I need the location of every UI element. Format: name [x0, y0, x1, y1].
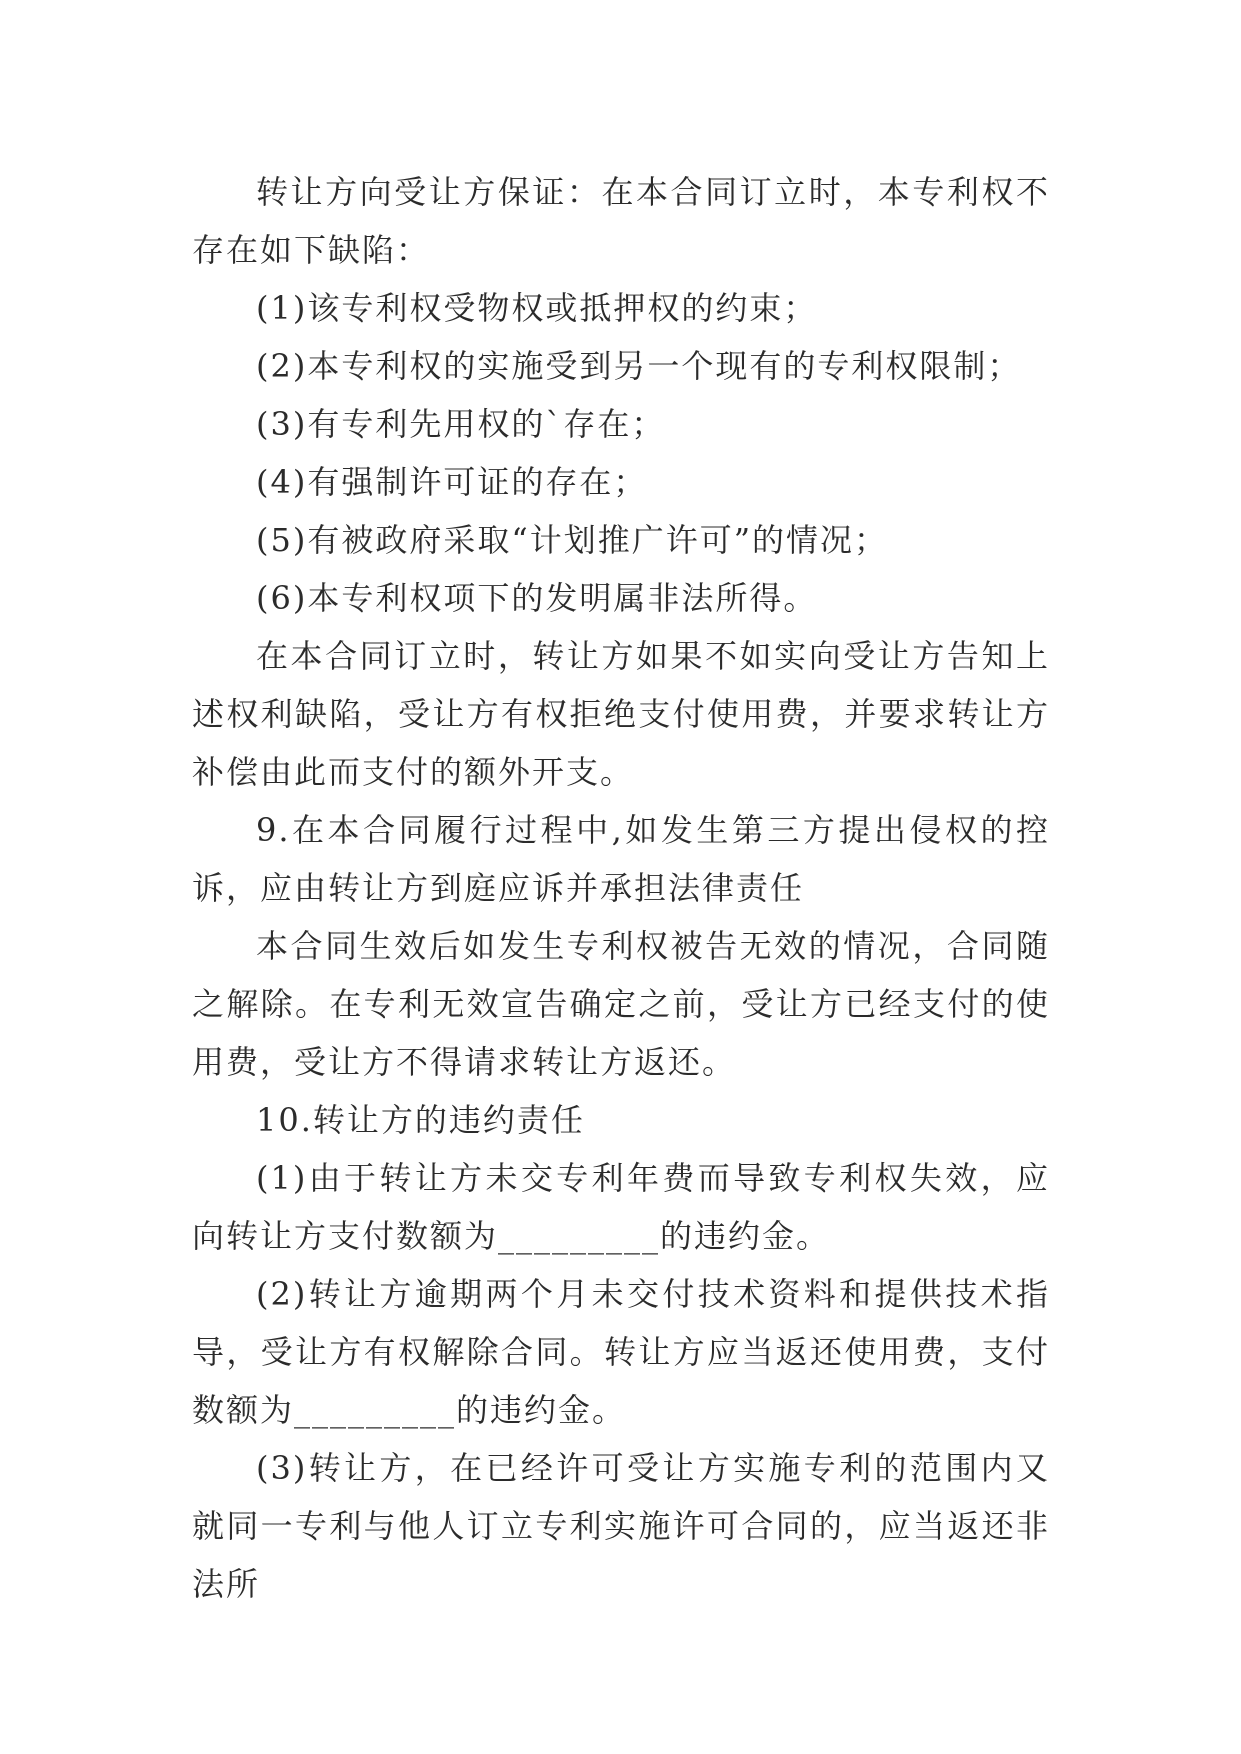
- paragraph-invalidation: 本合同生效后如发生专利权被告无效的情况，合同随之解除。在专利无效宣告确定之前，受让方已经支付的使用费，受让方不得请求转让方返还。: [192, 927, 1050, 1081]
- paragraph-breach-3: (3)转让方，在已经许可受让方实施专利的范围内又就同一专利与他人订立专利实施许可合同的，应当返还非法所: [192, 1449, 1050, 1603]
- paragraph-breach-1: (1)由于转让方未交专利年费而导致专利权失效，应向转让方支付数额为_________的违约金。: [192, 1159, 1050, 1255]
- paragraph-disclosure: 在本合同订立时，转让方如果不如实向受让方告知上述权利缺陷，受让方有权拒绝支付使用费，并要求转让方补偿由此而支付的额外开支。: [192, 637, 1050, 791]
- paragraph-clause-10-heading: 10.转让方的违约责任: [256, 1101, 585, 1139]
- paragraph-guarantee: 转让方向受让方保证：在本合同订立时，本专利权不存在如下缺陷：: [192, 173, 1050, 269]
- paragraph-breach-2: (2)转让方逾期两个月未交付技术资料和提供技术指导，受让方有权解除合同。转让方应当返还使用费，支付数额为_________的违约金。: [192, 1275, 1050, 1429]
- paragraph-defect-2: (2)本专利权的实施受到另一个现有的专利权限制；: [256, 347, 1022, 385]
- paragraph-defect-4: (4)有强制许可证的存在；: [256, 463, 648, 501]
- paragraph-defect-6: (6)本专利权项下的发明属非法所得。: [256, 579, 818, 617]
- document-body: [192, 163, 1050, 1613]
- paragraph-defect-1: (1)该专利权受物权或抵押权的约束；: [256, 289, 818, 327]
- paragraph-defect-5: (5)有被政府采取“计划推广许可”的情况；: [256, 521, 889, 559]
- paragraph-clause-9: 9.在本合同履行过程中,如发生第三方提出侵权的控诉，应由转让方到庭应诉并承担法律责任: [192, 811, 1050, 907]
- paragraph-defect-3: (3)有专利先用权的`存在；: [256, 405, 666, 443]
